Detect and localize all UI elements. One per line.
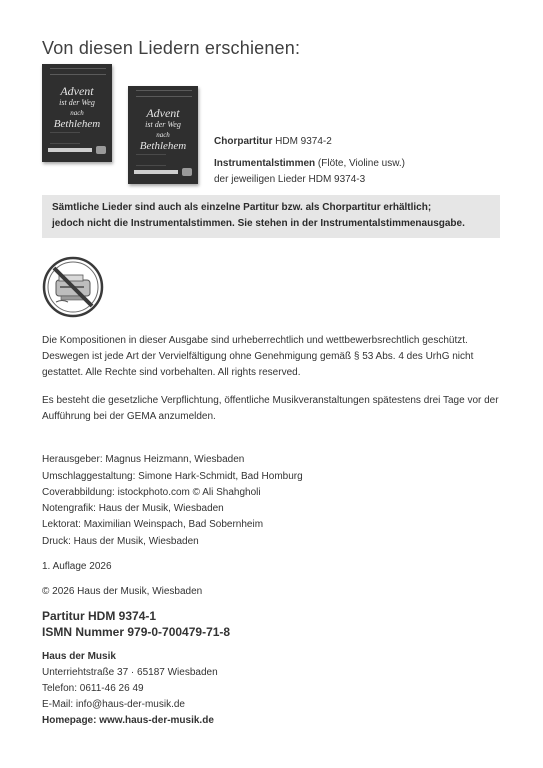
instrumental-edition-number: der jeweiligen Lieder HDM 9374-3 [214, 174, 366, 185]
ismn-number: ISMN Nummer 979-0-700479-71-8 [42, 625, 231, 639]
credit-line: Coverabbildung: istockphoto.com © Ali Shahgholi [42, 487, 261, 498]
book-title-line: Bethlehem [53, 118, 101, 130]
publisher-logo-icon [96, 146, 106, 154]
copyright-paragraph: Die Kompositionen in dieser Ausgabe sind urheberrechtlich und wettbewerbsrechtlich geschützt. Deswegen ist jede Art der Vervielfältigung ohne Genehmigung gemäß § 53 Abs. 4 des UrhG nicht gestattet. Alle Rechte sind vorbehalten. All rights reserved. [42, 335, 474, 378]
instrumental-edition [214, 158, 405, 169]
book-cover-instrumental [128, 86, 198, 184]
credit-line: Umschlaggestaltung: Simone Hark-Schmidt, Bad Homburg [42, 471, 303, 482]
book-title-line: ist der Weg [145, 120, 181, 129]
credit-line: Herausgeber: Magnus Heizmann, Wiesbaden [42, 454, 245, 465]
availability-notice [42, 195, 500, 238]
instrumental-edition-label: Instrumentalstimmen [214, 158, 316, 169]
book-title-line: ist der Weg [59, 98, 95, 107]
page-heading: Von diesen Liedern erschienen: [42, 38, 301, 58]
notice-line: Sämtliche Lieder sind auch als einzelne Partitur bzw. als Chorpartitur erhältlich; [52, 202, 432, 213]
choir-edition-label: Chorpartitur [214, 136, 273, 147]
credit-line: Notengrafik: Haus der Musik, Wiesbaden [42, 503, 224, 514]
publisher-homepage[interactable]: Homepage: www.haus-der-musik.de [42, 715, 214, 726]
gema-paragraph: Es besteht die gesetzliche Verpflichtung, öffentliche Musikveranstaltungen spätestens drei Tage vor der Aufführung bei der GEMA anzumelden. [42, 395, 499, 422]
publisher-name: Haus der Musik [42, 651, 116, 662]
book-cover-choir [42, 64, 112, 162]
choir-edition-number: HDM 9374-2 [275, 136, 332, 147]
credit-line: Lektorat: Maximilian Weinspach, Bad Sobernheim [42, 519, 264, 530]
book-title-line: nach [156, 131, 170, 139]
book-title-line: nach [70, 109, 84, 117]
book-label-bar [134, 170, 178, 174]
book-label-bar [48, 148, 92, 152]
book-title-line: Advent [60, 84, 94, 98]
instrumental-edition-detail: (Flöte, Violine usw.) [317, 158, 405, 169]
publisher-phone: Telefon: 0611-46 26 49 [42, 683, 144, 694]
copyright-line: © 2026 Haus der Musik, Wiesbaden [42, 586, 203, 597]
book-title-line: Advent [146, 106, 180, 120]
publisher-address: Unterriehtstraße 37 · 65187 Wiesbaden [42, 667, 218, 678]
score-id: Partitur HDM 9374-1 [42, 609, 157, 623]
no-photocopy-icon [42, 256, 104, 318]
choir-edition [214, 136, 332, 147]
credit-line: Druck: Haus der Musik, Wiesbaden [42, 536, 199, 547]
publisher-logo-icon [182, 168, 192, 176]
notice-line: jedoch nicht die Instrumentalstimmen. Sie stehen in der Instrumentalstimmenausgabe. [52, 218, 465, 229]
publisher-email[interactable]: E-Mail: info@haus-der-musik.de [42, 699, 185, 710]
book-title-line: Bethlehem [139, 140, 187, 152]
edition-note: 1. Auflage 2026 [42, 561, 112, 572]
